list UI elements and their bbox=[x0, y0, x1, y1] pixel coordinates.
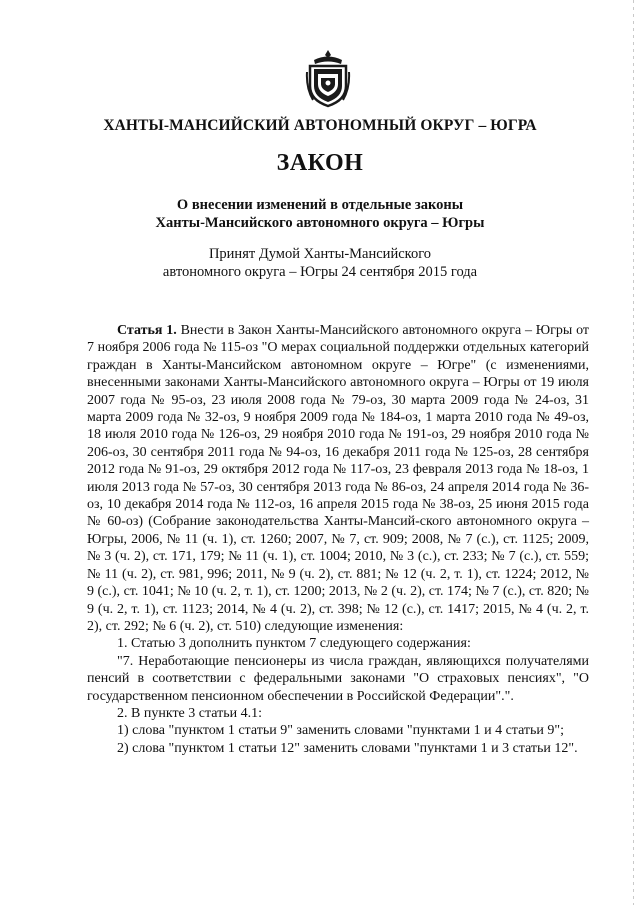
adoption-note-line-2: автономного округа – Югры 24 сентября 2015 года bbox=[162, 264, 478, 280]
law-subject-line-2: Ханты-Мансийского автономного округа – Югры bbox=[155, 215, 485, 231]
scan-edge-divider bbox=[633, 0, 634, 905]
document-type: ЗАКОН bbox=[276, 150, 364, 176]
article-1-paragraph bbox=[87, 322, 589, 635]
article-label: Статья 1. bbox=[117, 323, 177, 338]
adoption-note-line-1: Принят Думой Ханты-Мансийского bbox=[208, 246, 432, 262]
item-2-subitem-2: 2) слова "пунктом 1 статьи 12" заменить словами "пунктами 1 и 3 статьи 12". bbox=[117, 740, 578, 756]
article-text: Внести в Закон Ханты-Мансийского автономного округа – Югры от 7 ноября 2006 года № 115-оз "О мерах социальной поддержки отдельных категорий граждан в Ханты-Мансийском автономном округе – Югре" (с изменениями, внесенными законами Ханты-Мансийского автономного округа – Югры от 19 июля 2007 года № 95-оз, 23 июля 2008 года № 79-оз, 30 марта 2009 года № 24-оз, 31 марта 2009 года № 32-оз, 9 ноября 2009 года № 184-оз, 1 марта 2010 года № 49-оз, 18 июля 2010 года № 126-оз, 29 ноября 2010 года № 191-оз, 29 ноября 2010 года № 206-оз, 30 сентября 2011 года № 94-оз, 16 декабря 2011 года № 125-оз, 28 сентября 2012 года № 91-оз, 29 октября 2012 года № 117-оз, 23 февраля 2013 года № 18-оз, 1 июля 2013 года № 57-оз, 30 сентября 2013 года № 86-оз, 24 апреля 2014 года № 36-оз, 10 декабря 2014 года № 112-оз, 16 апреля 2015 года № 38-оз, 25 июня 2015 года № 60-оз) (Собрание законодательства Ханты-Мансий-ского автономного округа – Югры, 2006, № 11 (ч. 1), ст. 1260; 2007, № 7, ст. 909; 2008, № 7 (с.), ст. 1125; 2009, № 3 (ч. 2), ст. 171, 179; № 11 (ч. 1), ст. 1004; 2010, № 3 (с.), ст. 233; № 7 (с.), ст. 559; № 11 (ч. 2), ст. 981, 996; 2011, № 9 (ч. 2), ст. 881; № 12 (ч. 2, т. 1), ст. 1224; 2012, № 9 (с.), ст. 1041; № 10 (ч. 2, т. 1), ст. 1200; 2013, № 2 (ч. 2), ст. 174; № 7 (с.), ст. 820; № 9 (ч. 2, т. 1), ст. 1123; 2014, № 4 (ч. 2), ст. 398; № 12 (с.), ст. 1417; 2015, № 4 (ч. 2, т. 2), ст. 292; № 6 (ч. 2), ст. 510) следующие изменения: bbox=[87, 323, 590, 634]
item-2: 2. В пункте 3 статьи 4.1: bbox=[117, 705, 263, 721]
law-subject bbox=[0, 196, 640, 232]
law-body bbox=[87, 322, 589, 757]
item-1: 1. Статью 3 дополнить пунктом 7 следующего содержания: bbox=[117, 636, 471, 652]
item-2-subitem-1: 1) слова "пунктом 1 статьи 9" заменить словами "пунктами 1 и 4 статьи 9"; bbox=[117, 723, 565, 739]
adoption-note bbox=[0, 245, 640, 281]
item-1-quote: "7. Неработающие пенсионеры из числа граждан, являющихся получателями пенсий в соответствии с федеральными законами "О страховых пенсиях", "О государственном пенсионном обеспечении в Российской Федерации".". bbox=[87, 653, 589, 704]
region-name: ХАНТЫ-МАНСИЙСКИЙ АВТОНОМНЫЙ ОКРУГ – ЮГРА bbox=[103, 117, 537, 134]
law-subject-line-1: О внесении изменений в отдельные законы bbox=[176, 197, 464, 213]
coat-of-arms-icon bbox=[305, 48, 351, 108]
